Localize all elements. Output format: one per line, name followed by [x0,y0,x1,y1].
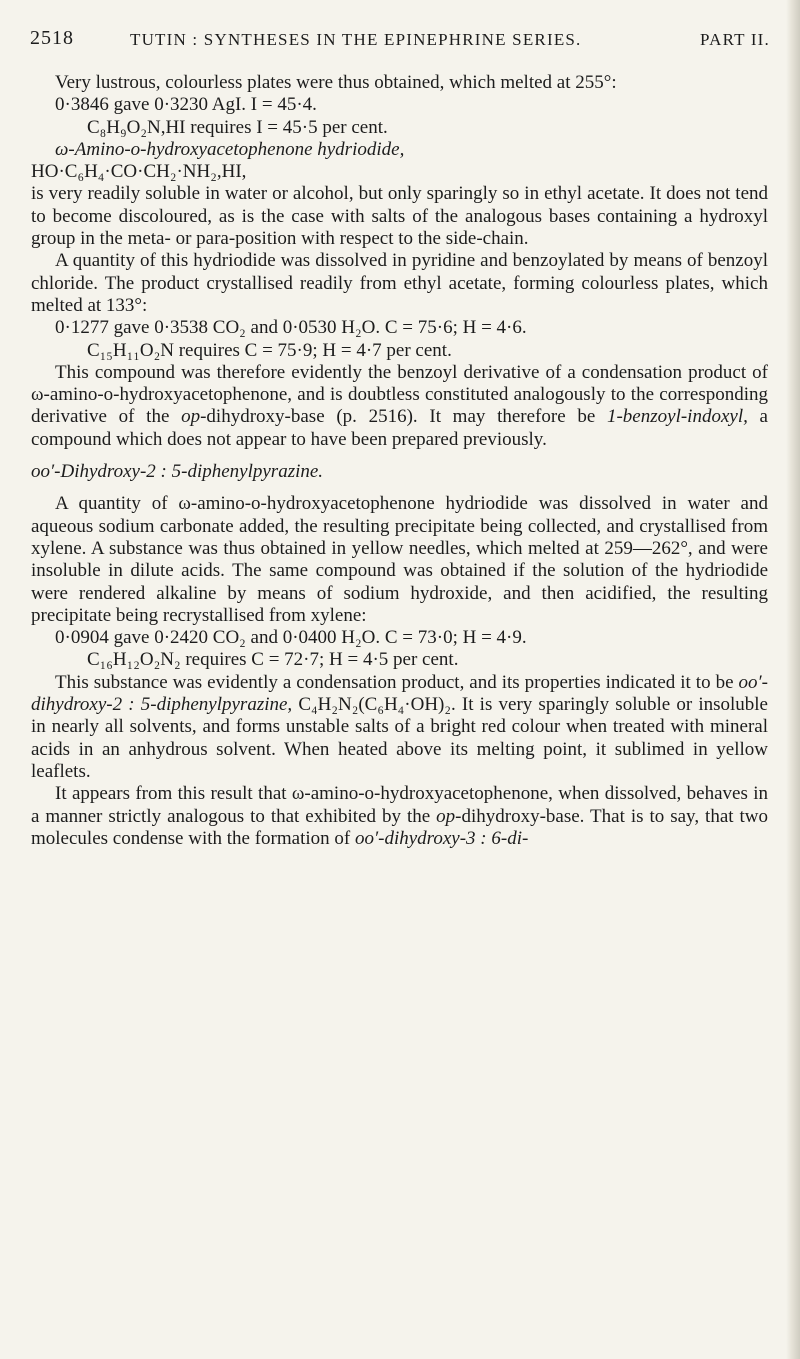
page-number: 2518 [30,27,74,49]
formula: C₈H₉O₂N,HI [87,116,186,138]
compound-name-inline: oo′-dihydroxy-2 : 5-diphenylpyrazine, [31,671,768,716]
paragraph: It appears from this result that ω-amino-o-hydroxyacetophenone, when dissolved, behaves in a manner strictly analogous to that exhibited by the op-dihydroxy-base. That is to say, that two molecules condense with the formation of oo′-dihydroxy-3 : 6-di- [31,783,768,849]
compound-name-inline: 1-benzoyl-indoxyl, [606,406,748,428]
requirement-line: C₈H₉O₂N,HI requires I = 45·5 per cent. [87,116,388,138]
paragraph: A quantity of ω-amino-o-hydroxyacetophenone hydriodide was dissolved in water and aqueous sodium carbonate added, the resulting precipitate being collected, and crystallised from xylene. A substance was thus obtained in yellow needles, which melted at 259—262°, and were insoluble in dilute acids. The same compound was obtained if the solution of the hydriodide were rendered alkaline by means of sodium hydroxide, and then acidified, the resulting precipitate being recrystallised from xylene: [31,493,768,626]
analysis-line: 0·1277 gave 0·3538 CO₂ and 0·0530 H₂O. C = 75·6; H = 4·6. [55,317,527,339]
analysis-line: 0·3846 gave 0·3230 AgI. I = 45·4. [55,94,317,116]
requirement-line: C₁₆H₁₂O₂N₂ requires C = 72·7; H = 4·5 per cent. [87,649,459,671]
paragraph: This substance was evidently a condensation product, and its properties indicated it to be oo′-dihydroxy-2 : 5-diphenylpyrazine, C₄H₂N₂(C₆H₄·OH)₂. It is very sparingly soluble or insoluble in nearly all solvents, and forms unstable salts of a bright red colour when treated with mineral acids in an anhydrous solvent. When heated above its melting point, it sublimed in yellow leaflets. [31,671,768,782]
requirement-line: C₁₅H₁₁O₂N requires C = 75·9; H = 4·7 per cent. [87,339,452,361]
paragraph: This compound was therefore evidently the benzoyl derivative of a condensation product of ω-amino-o-hydroxyacetophenone, and is doubtless constituted analogously to the corresponding derivative of the op-dihydroxy-base (p. 2516). It may therefore be 1-benzoyl-indoxyl, a compound which does not appear to have been prepared previously. [31,361,768,450]
running-title: TUTIN : SYNTHESES IN THE EPINEPHRINE SERIES. [130,30,582,49]
paragraph: is very readily soluble in water or alcohol, but only sparingly so in ethyl acetate. It does not tend to become discoloured, as is the case with salts of the analogous bases containing a hydroxyl group in the meta- or para-position with respect to the side-chain. [31,183,768,250]
compound-name-inline: oo′-dihydroxy-3 : 6-di- [354,827,529,849]
analysis-line: 0·0904 gave 0·2420 CO₂ and 0·0400 H₂O. C = 73·0; H = 4·9. [55,627,527,649]
page-header [30,27,770,53]
paragraph: A quantity of this hydriodide was dissolved in pyridine and benzoylated by means of benzoyl chloride. The product crystallised readily from ethyl acetate, forming colourless plates, which melted at 133°: [31,250,768,316]
compound-name: ω-Amino-o-hydroxyacetophenone hydriodide, [55,138,405,160]
formula: C₁₅H₁₁O₂N [87,339,174,361]
section-heading: oo′-Dihydroxy-2 : 5-diphenylpyrazine. [31,461,324,483]
page-edge-shadow [786,0,800,1359]
formula: C₁₆H₁₂O₂N₂ [87,649,181,671]
part-label: PART II. [700,30,770,49]
paragraph: Very lustrous, colourless plates were thus obtained, which melted at 255°: [55,72,617,93]
article-body [31,72,768,850]
structural-formula: HO·C₆H₄·CO·CH₂·NH₂,HI, [31,161,247,183]
